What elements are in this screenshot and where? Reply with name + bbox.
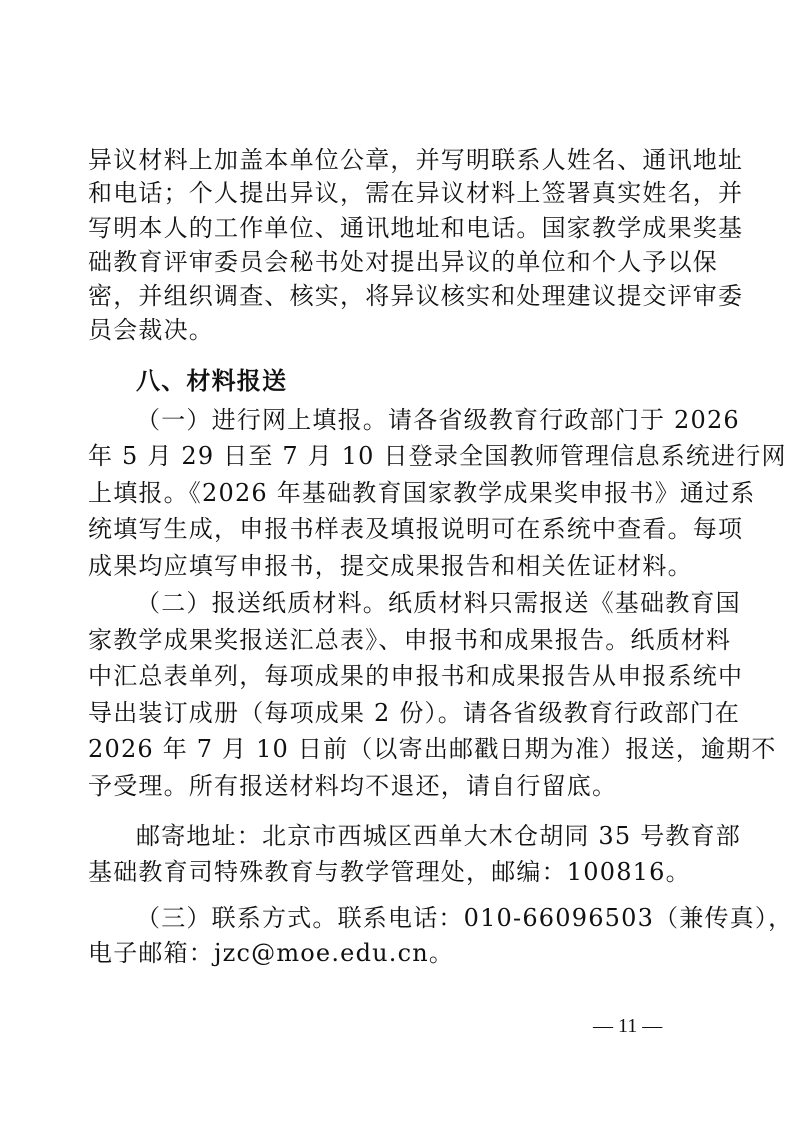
body-text-line: 年 5 月 29 日至 7 月 10 日登录全国教师管理信息系统进行网 (88, 442, 787, 470)
body-text-line: 予受理。所有报送材料均不退还，请自行留底。 (88, 772, 618, 800)
section-heading: 八、材料报送 (136, 367, 288, 395)
body-text-line: 2026 年 7 月 10 日前（以寄出邮戳日期为准）报送，逾期不 (88, 735, 777, 763)
body-text-line: 员会裁决。 (88, 316, 214, 344)
body-text-line: 础教育评审委员会秘书处对提出异议的单位和个人予以保 (88, 248, 718, 276)
body-text-line: 上填报。《2026 年基础教育国家教学成果奖申报书》通过系 (88, 479, 756, 507)
body-text-line: 成果均应填写申报书，提交成果报告和相关佐证材料。 (88, 552, 693, 580)
body-text-line: 导出装订成册（每项成果 2 份）。请各省级教育行政部门在 (88, 699, 741, 727)
page-number: — 11 — (593, 1015, 663, 1037)
mailing-address-label: 邮寄地址：北京市西城区西单大木仓胡同 35 号教育部 (136, 822, 741, 850)
mailing-address-line: 基础教育司特殊教育与教学管理处，邮编：100816。 (88, 858, 691, 886)
body-text-line: 异议材料上加盖本单位公章，并写明联系人姓名、通讯地址 (88, 146, 744, 174)
contact-email-line: 电子邮箱：jzc@moe.edu.cn。 (88, 939, 455, 967)
body-text-line: 和电话；个人提出异议，需在异议材料上签署真实姓名，并 (88, 179, 744, 207)
body-text-line: 家教学成果奖报送汇总表》、申报书和成果报告。纸质材料 (88, 626, 732, 654)
body-text-line: 密，并组织调查、核实，将异议核实和处理建议提交评审委 (88, 282, 744, 310)
paragraph-first-line: （二）报送纸质材料。纸质材料只需报送《基础教育国 (136, 589, 741, 617)
body-text-line: 统填写生成，申报书样表及填报说明可在系统中查看。每项 (88, 515, 744, 543)
paragraph-first-line: （一）进行网上填报。请各省级教育行政部门于 2026 (136, 406, 740, 434)
body-text-line: 中汇总表单列，每项成果的申报书和成果报告从申报系统中 (88, 662, 744, 690)
contact-info-line: （三）联系方式。联系电话：010-66096503（兼传真）， (136, 904, 793, 932)
body-text-line: 写明本人的工作单位、通讯地址和电话。国家教学成果奖基 (88, 214, 744, 242)
